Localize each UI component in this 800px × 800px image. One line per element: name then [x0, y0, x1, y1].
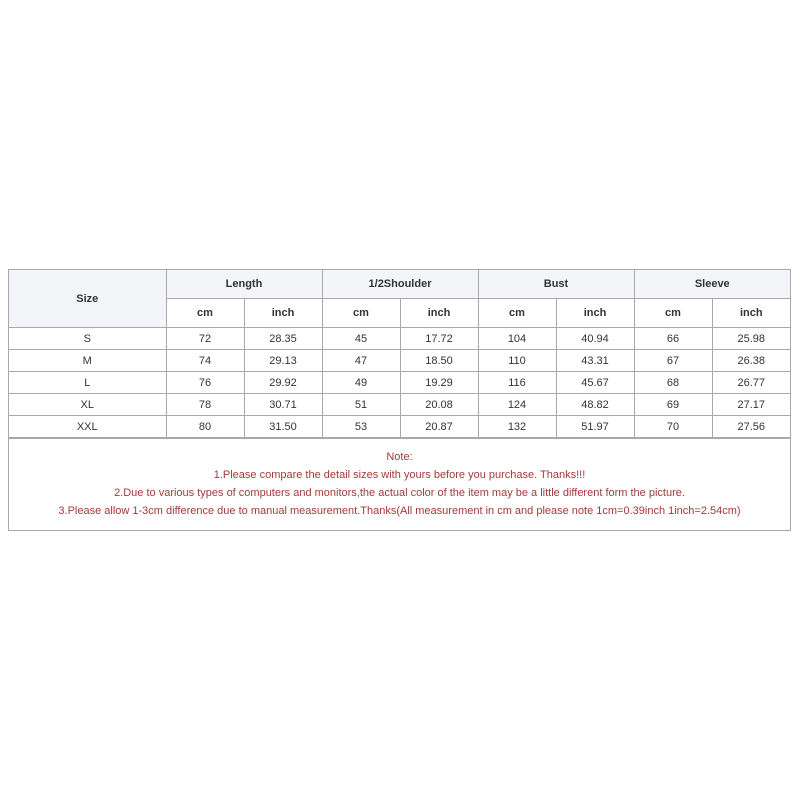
- note-title: Note:: [386, 450, 413, 463]
- measurement-cell: 26.77: [712, 372, 790, 394]
- measurement-cell: 51.97: [556, 416, 634, 438]
- measurement-cell: 18.50: [400, 350, 478, 372]
- measurement-cell: 78: [166, 394, 244, 416]
- length-group-header: Length: [166, 270, 322, 299]
- unit-header: inch: [712, 299, 790, 328]
- measurement-cell: 30.71: [244, 394, 322, 416]
- measurement-cell: 25.98: [712, 328, 790, 350]
- measurement-cell: 104: [478, 328, 556, 350]
- measurement-cell: 76: [166, 372, 244, 394]
- notes-section: [9, 438, 790, 528]
- unit-header: cm: [634, 299, 712, 328]
- size-column-header: Size: [9, 270, 166, 328]
- measurement-cell: 110: [478, 350, 556, 372]
- measurement-cell: 132: [478, 416, 556, 438]
- size-table: [9, 270, 790, 438]
- measurement-cell: 40.94: [556, 328, 634, 350]
- measurement-cell: 70: [634, 416, 712, 438]
- measurement-cell: 29.13: [244, 350, 322, 372]
- measurement-cell: 69: [634, 394, 712, 416]
- size-label-cell: M: [9, 350, 166, 372]
- measurement-cell: 26.38: [712, 350, 790, 372]
- table-row: [9, 372, 790, 394]
- shoulder-group-header: 1/2Shoulder: [322, 270, 478, 299]
- measurement-cell: 124: [478, 394, 556, 416]
- measurement-cell: 27.17: [712, 394, 790, 416]
- bust-group-header: Bust: [478, 270, 634, 299]
- measurement-cell: 31.50: [244, 416, 322, 438]
- measurement-cell: 67: [634, 350, 712, 372]
- measurement-cell: 20.08: [400, 394, 478, 416]
- unit-header: cm: [478, 299, 556, 328]
- measurement-cell: 29.92: [244, 372, 322, 394]
- table-row: [9, 394, 790, 416]
- measurement-cell: 27.56: [712, 416, 790, 438]
- note-line: 1.Please compare the detail sizes with yours before you purchase. Thanks!!!: [213, 468, 586, 481]
- sleeve-group-header: Sleeve: [634, 270, 790, 299]
- measurement-cell: 53: [322, 416, 400, 438]
- measurement-cell: 43.31: [556, 350, 634, 372]
- unit-header: inch: [556, 299, 634, 328]
- unit-header: inch: [400, 299, 478, 328]
- measurement-cell: 48.82: [556, 394, 634, 416]
- measurement-cell: 51: [322, 394, 400, 416]
- size-label-cell: S: [9, 328, 166, 350]
- table-row: [9, 350, 790, 372]
- unit-header: inch: [244, 299, 322, 328]
- measurement-cell: 80: [166, 416, 244, 438]
- unit-header: cm: [322, 299, 400, 328]
- size-label-cell: L: [9, 372, 166, 394]
- unit-header: cm: [166, 299, 244, 328]
- size-label-cell: XL: [9, 394, 166, 416]
- measurement-cell: 74: [166, 350, 244, 372]
- table-row: [9, 328, 790, 350]
- size-chart: [8, 269, 791, 531]
- measurement-cell: 17.72: [400, 328, 478, 350]
- measurement-cell: 45.67: [556, 372, 634, 394]
- measurement-cell: 45: [322, 328, 400, 350]
- note-line: 3.Please allow 1-3cm difference due to manual measurement.Thanks(All measurement in cm and please note 1cm=0.39inch 1inch=2.54cm): [58, 504, 741, 517]
- measurement-cell: 19.29: [400, 372, 478, 394]
- note-line: 2.Due to various types of computers and monitors,the actual color of the item may be a little different form the picture.: [114, 486, 685, 499]
- size-label-cell: XXL: [9, 416, 166, 438]
- measurement-cell: 20.87: [400, 416, 478, 438]
- group-header-row: [9, 270, 790, 299]
- measurement-cell: 68: [634, 372, 712, 394]
- table-row: [9, 416, 790, 438]
- measurement-cell: 49: [322, 372, 400, 394]
- measurement-cell: 66: [634, 328, 712, 350]
- measurement-cell: 47: [322, 350, 400, 372]
- measurement-cell: 28.35: [244, 328, 322, 350]
- size-rows: [9, 328, 790, 438]
- measurement-cell: 116: [478, 372, 556, 394]
- measurement-cell: 72: [166, 328, 244, 350]
